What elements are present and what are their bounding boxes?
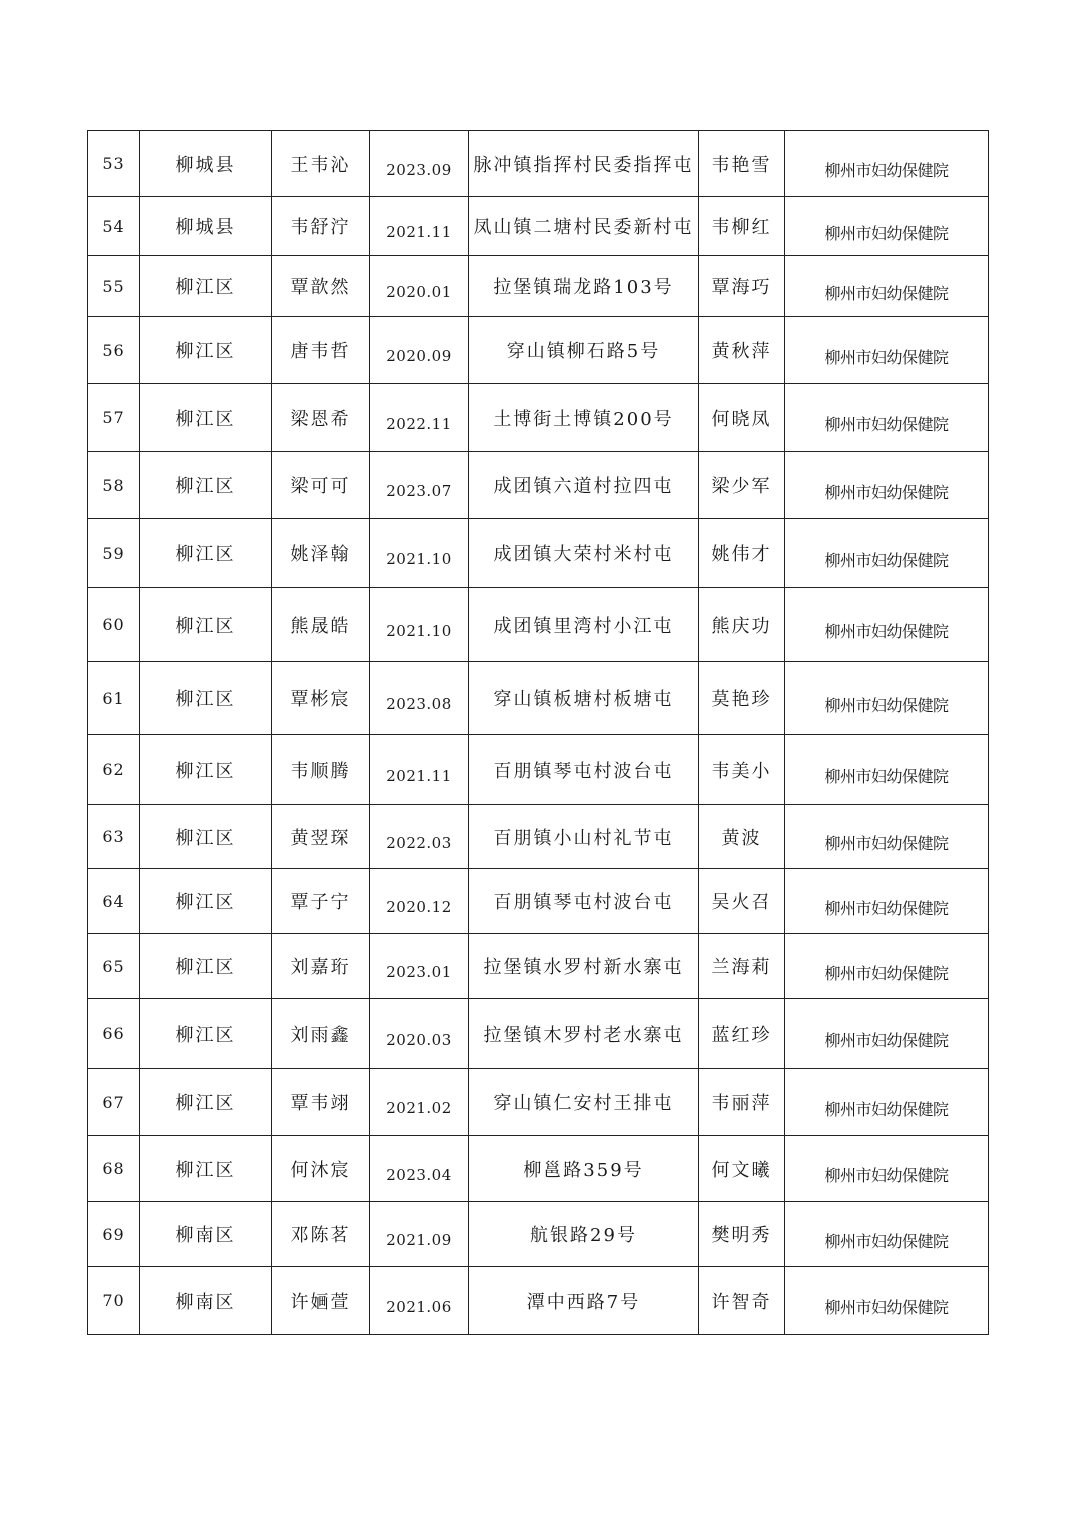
- address-cell: 百朋镇小山村礼节屯: [469, 805, 699, 869]
- table-row: [88, 934, 989, 999]
- child-name-cell: 覃韦翊: [272, 1069, 370, 1136]
- district-cell: 柳江区: [140, 1069, 272, 1136]
- child-name-cell: 韦顺腾: [272, 735, 370, 805]
- institution-cell: 柳州市妇幼保健院: [785, 519, 989, 588]
- district-cell: 柳江区: [140, 256, 272, 317]
- birth-date-cell: 2021.06: [370, 1267, 469, 1335]
- address-cell: 拉堡镇瑞龙路103号: [469, 256, 699, 317]
- table-row: [88, 197, 989, 256]
- guardian-name-cell: 梁少军: [699, 452, 785, 519]
- address-cell: 柳邕路359号: [469, 1136, 699, 1202]
- institution-cell: 柳州市妇幼保健院: [785, 197, 989, 256]
- child-name-cell: 覃子宁: [272, 869, 370, 934]
- birth-date-cell: 2022.11: [370, 384, 469, 452]
- institution-cell: 柳州市妇幼保健院: [785, 1202, 989, 1267]
- row-number: 66: [88, 999, 140, 1069]
- birth-date-cell: 2023.07: [370, 452, 469, 519]
- guardian-name-cell: 熊庆功: [699, 588, 785, 662]
- guardian-name-cell: 何文曦: [699, 1136, 785, 1202]
- guardian-name-cell: 韦丽萍: [699, 1069, 785, 1136]
- guardian-name-cell: 樊明秀: [699, 1202, 785, 1267]
- table-row: [88, 452, 989, 519]
- district-cell: 柳城县: [140, 197, 272, 256]
- address-cell: 穿山镇柳石路5号: [469, 317, 699, 384]
- child-name-cell: 刘嘉珩: [272, 934, 370, 999]
- guardian-name-cell: 黄波: [699, 805, 785, 869]
- child-name-cell: 姚泽翰: [272, 519, 370, 588]
- institution-cell: 柳州市妇幼保健院: [785, 1267, 989, 1335]
- birth-date-cell: 2021.11: [370, 197, 469, 256]
- table-row: [88, 588, 989, 662]
- child-name-cell: 覃歆然: [272, 256, 370, 317]
- table-row: [88, 384, 989, 452]
- child-name-cell: 梁可可: [272, 452, 370, 519]
- birth-date-cell: 2023.09: [370, 131, 469, 197]
- birth-date-cell: 2021.10: [370, 588, 469, 662]
- institution-cell: 柳州市妇幼保健院: [785, 384, 989, 452]
- child-name-cell: 覃彬宸: [272, 662, 370, 735]
- child-name-cell: 韦舒泞: [272, 197, 370, 256]
- guardian-name-cell: 覃海巧: [699, 256, 785, 317]
- birth-date-cell: 2021.11: [370, 735, 469, 805]
- district-cell: 柳江区: [140, 588, 272, 662]
- address-cell: 脉冲镇指挥村民委指挥屯: [469, 131, 699, 197]
- row-number: 63: [88, 805, 140, 869]
- row-number: 64: [88, 869, 140, 934]
- district-cell: 柳江区: [140, 999, 272, 1069]
- institution-cell: 柳州市妇幼保健院: [785, 735, 989, 805]
- district-cell: 柳南区: [140, 1202, 272, 1267]
- row-number: 60: [88, 588, 140, 662]
- child-name-cell: 王韦沁: [272, 131, 370, 197]
- district-cell: 柳城县: [140, 131, 272, 197]
- guardian-name-cell: 兰海莉: [699, 934, 785, 999]
- guardian-name-cell: 黄秋萍: [699, 317, 785, 384]
- birth-date-cell: 2020.03: [370, 999, 469, 1069]
- guardian-name-cell: 许智奇: [699, 1267, 785, 1335]
- institution-cell: 柳州市妇幼保健院: [785, 999, 989, 1069]
- table-row: [88, 999, 989, 1069]
- district-cell: 柳江区: [140, 805, 272, 869]
- address-cell: 凤山镇二塘村民委新村屯: [469, 197, 699, 256]
- guardian-name-cell: 何晓凤: [699, 384, 785, 452]
- row-number: 58: [88, 452, 140, 519]
- district-cell: 柳江区: [140, 1136, 272, 1202]
- table-row: [88, 317, 989, 384]
- table-row: [88, 131, 989, 197]
- institution-cell: 柳州市妇幼保健院: [785, 131, 989, 197]
- guardian-name-cell: 韦柳红: [699, 197, 785, 256]
- child-name-cell: 邓陈茗: [272, 1202, 370, 1267]
- address-cell: 成团镇大荣村米村屯: [469, 519, 699, 588]
- district-cell: 柳江区: [140, 452, 272, 519]
- table-row: [88, 805, 989, 869]
- institution-cell: 柳州市妇幼保健院: [785, 588, 989, 662]
- address-cell: 穿山镇仁安村王排屯: [469, 1069, 699, 1136]
- row-number: 62: [88, 735, 140, 805]
- row-number: 61: [88, 662, 140, 735]
- institution-cell: 柳州市妇幼保健院: [785, 805, 989, 869]
- row-number: 70: [88, 1267, 140, 1335]
- child-name-cell: 梁恩希: [272, 384, 370, 452]
- district-cell: 柳江区: [140, 735, 272, 805]
- institution-cell: 柳州市妇幼保健院: [785, 934, 989, 999]
- table-row: [88, 519, 989, 588]
- child-name-cell: 许婳萱: [272, 1267, 370, 1335]
- row-number: 57: [88, 384, 140, 452]
- child-name-cell: 熊晟皓: [272, 588, 370, 662]
- birth-date-cell: 2020.01: [370, 256, 469, 317]
- address-cell: 百朋镇琴屯村波台屯: [469, 869, 699, 934]
- district-cell: 柳江区: [140, 317, 272, 384]
- table-row: [88, 869, 989, 934]
- table-body: [88, 131, 989, 1335]
- row-number: 59: [88, 519, 140, 588]
- row-number: 54: [88, 197, 140, 256]
- address-cell: 航银路29号: [469, 1202, 699, 1267]
- guardian-name-cell: 蓝红珍: [699, 999, 785, 1069]
- table-row: [88, 1267, 989, 1335]
- address-cell: 成团镇六道村拉四屯: [469, 452, 699, 519]
- child-name-cell: 唐韦哲: [272, 317, 370, 384]
- row-number: 53: [88, 131, 140, 197]
- institution-cell: 柳州市妇幼保健院: [785, 662, 989, 735]
- guardian-name-cell: 莫艳珍: [699, 662, 785, 735]
- district-cell: 柳江区: [140, 869, 272, 934]
- birth-date-cell: 2020.09: [370, 317, 469, 384]
- child-name-cell: 何沐宸: [272, 1136, 370, 1202]
- district-cell: 柳江区: [140, 519, 272, 588]
- address-cell: 拉堡镇水罗村新水寨屯: [469, 934, 699, 999]
- institution-cell: 柳州市妇幼保健院: [785, 1069, 989, 1136]
- child-name-cell: 刘雨鑫: [272, 999, 370, 1069]
- district-cell: 柳江区: [140, 662, 272, 735]
- district-cell: 柳江区: [140, 934, 272, 999]
- birth-date-cell: 2023.08: [370, 662, 469, 735]
- table-row: [88, 735, 989, 805]
- institution-cell: 柳州市妇幼保健院: [785, 1136, 989, 1202]
- guardian-name-cell: 韦美小: [699, 735, 785, 805]
- row-number: 55: [88, 256, 140, 317]
- birth-date-cell: 2021.02: [370, 1069, 469, 1136]
- address-cell: 穿山镇板塘村板塘屯: [469, 662, 699, 735]
- address-cell: 成团镇里湾村小江屯: [469, 588, 699, 662]
- birth-date-cell: 2023.04: [370, 1136, 469, 1202]
- birth-date-cell: 2022.03: [370, 805, 469, 869]
- row-number: 65: [88, 934, 140, 999]
- guardian-name-cell: 吴火召: [699, 869, 785, 934]
- table-row: [88, 1069, 989, 1136]
- institution-cell: 柳州市妇幼保健院: [785, 869, 989, 934]
- child-name-cell: 黄翌琛: [272, 805, 370, 869]
- address-cell: 拉堡镇木罗村老水寨屯: [469, 999, 699, 1069]
- institution-cell: 柳州市妇幼保健院: [785, 317, 989, 384]
- guardian-name-cell: 姚伟才: [699, 519, 785, 588]
- birth-date-cell: 2020.12: [370, 869, 469, 934]
- birth-date-cell: 2023.01: [370, 934, 469, 999]
- table-row: [88, 1202, 989, 1267]
- table-row: [88, 662, 989, 735]
- district-cell: 柳江区: [140, 384, 272, 452]
- address-cell: 百朋镇琴屯村波台屯: [469, 735, 699, 805]
- guardian-name-cell: 韦艳雪: [699, 131, 785, 197]
- address-cell: 潭中西路7号: [469, 1267, 699, 1335]
- row-number: 68: [88, 1136, 140, 1202]
- district-cell: 柳南区: [140, 1267, 272, 1335]
- institution-cell: 柳州市妇幼保健院: [785, 452, 989, 519]
- institution-cell: 柳州市妇幼保健院: [785, 256, 989, 317]
- row-number: 69: [88, 1202, 140, 1267]
- table-row: [88, 1136, 989, 1202]
- address-cell: 土博街土博镇200号: [469, 384, 699, 452]
- table-row: [88, 256, 989, 317]
- row-number: 67: [88, 1069, 140, 1136]
- row-number: 56: [88, 317, 140, 384]
- records-table: [87, 130, 989, 1335]
- birth-date-cell: 2021.09: [370, 1202, 469, 1267]
- birth-date-cell: 2021.10: [370, 519, 469, 588]
